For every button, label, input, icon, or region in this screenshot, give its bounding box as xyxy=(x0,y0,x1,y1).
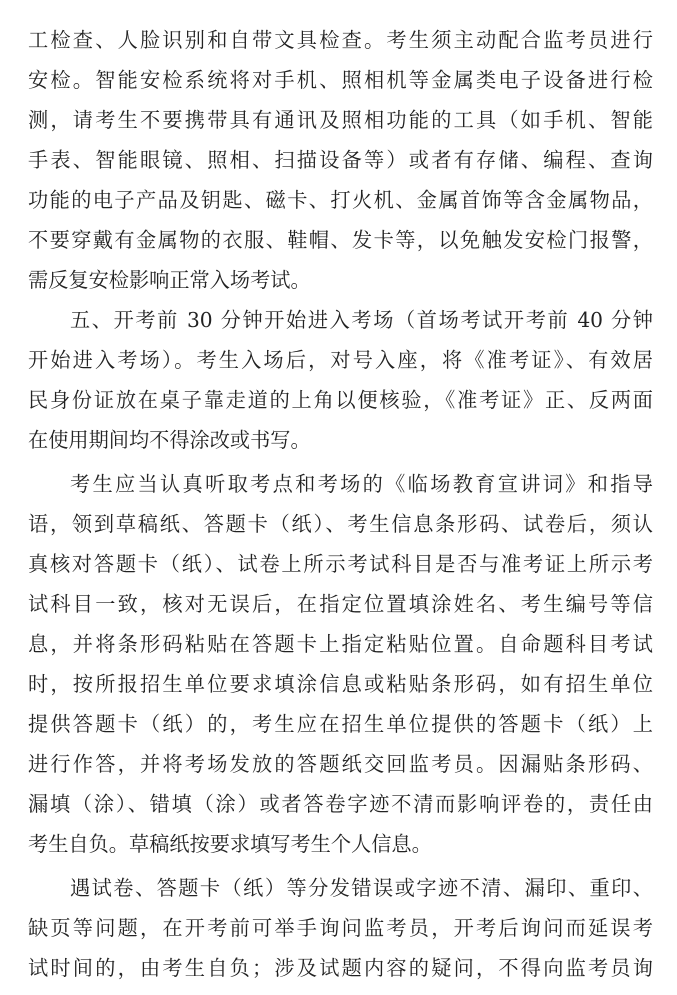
text-line: 五、开考前 30 分钟开始进入考场（首场考试开考前 40 分钟 xyxy=(70,308,653,332)
text-line: 试时间的，由考生自负；涉及试题内容的疑问，不得向监考员询 xyxy=(28,956,653,980)
text-line: 试科目一致，核对无误后，在指定位置填涂姓名、考生编号等信 xyxy=(28,592,653,616)
text-line: 语，领到草稿纸、答题卡（纸）、考生信息条形码、试卷后，须认 xyxy=(28,512,653,536)
text-line: 工检查、人脸识别和自带文具检查。考生须主动配合监考员进行 xyxy=(28,28,653,52)
text-line: 提供答题卡（纸）的，考生应在招生单位提供的答题卡（纸）上 xyxy=(28,712,653,736)
text-line: 考生应当认真听取考点和考场的《临场教育宣讲词》和指导 xyxy=(70,472,653,496)
text-line: 进行作答，并将考场发放的答题纸交回监考员。因漏贴条形码、 xyxy=(28,752,653,776)
text-line: 遇试卷、答题卡（纸）等分发错误或字迹不清、漏印、重印、 xyxy=(70,876,653,900)
text-line: 手表、智能眼镜、照相、扫描设备等）或者有存储、编程、查询 xyxy=(28,148,653,172)
text-line: 开始进入考场）。考生入场后，对号入座，将《准考证》、有效居 xyxy=(28,348,653,372)
text-line: 安检。智能安检系统将对手机、照相机等金属类电子设备进行检 xyxy=(28,68,653,92)
text-line: 时，按所报招生单位要求填涂信息或粘贴条形码，如有招生单位 xyxy=(28,672,653,696)
text-line: 在使用期间均不得涂改或书写。 xyxy=(28,428,311,452)
text-line: 不要穿戴有金属物的衣服、鞋帽、发卡等，以免触发安检门报警， xyxy=(28,228,653,252)
text-line: 需反复安检影响正常入场考试。 xyxy=(28,268,311,292)
text-line: 功能的电子产品及钥匙、磁卡、打火机、金属首饰等含金属物品， xyxy=(28,188,653,212)
text-line: 漏填（涂）、错填（涂）或者答卷字迹不清而影响评卷的，责任由 xyxy=(28,792,653,816)
text-line: 真核对答题卡（纸）、试卷上所示考试科目是否与准考证上所示考 xyxy=(28,552,653,576)
text-line: 考生自负。草稿纸按要求填写考生个人信息。 xyxy=(28,832,432,856)
text-line: 测，请考生不要携带具有通讯及照相功能的工具（如手机、智能 xyxy=(28,108,653,132)
text-line: 缺页等问题，在开考前可举手询问监考员，开考后询问而延误考 xyxy=(28,916,653,940)
text-line: 息，并将条形码粘贴在答题卡上指定粘贴位置。自命题科目考试 xyxy=(28,632,653,656)
text-line: 民身份证放在桌子靠走道的上角以便核验，《准考证》正、反两面 xyxy=(28,388,653,412)
